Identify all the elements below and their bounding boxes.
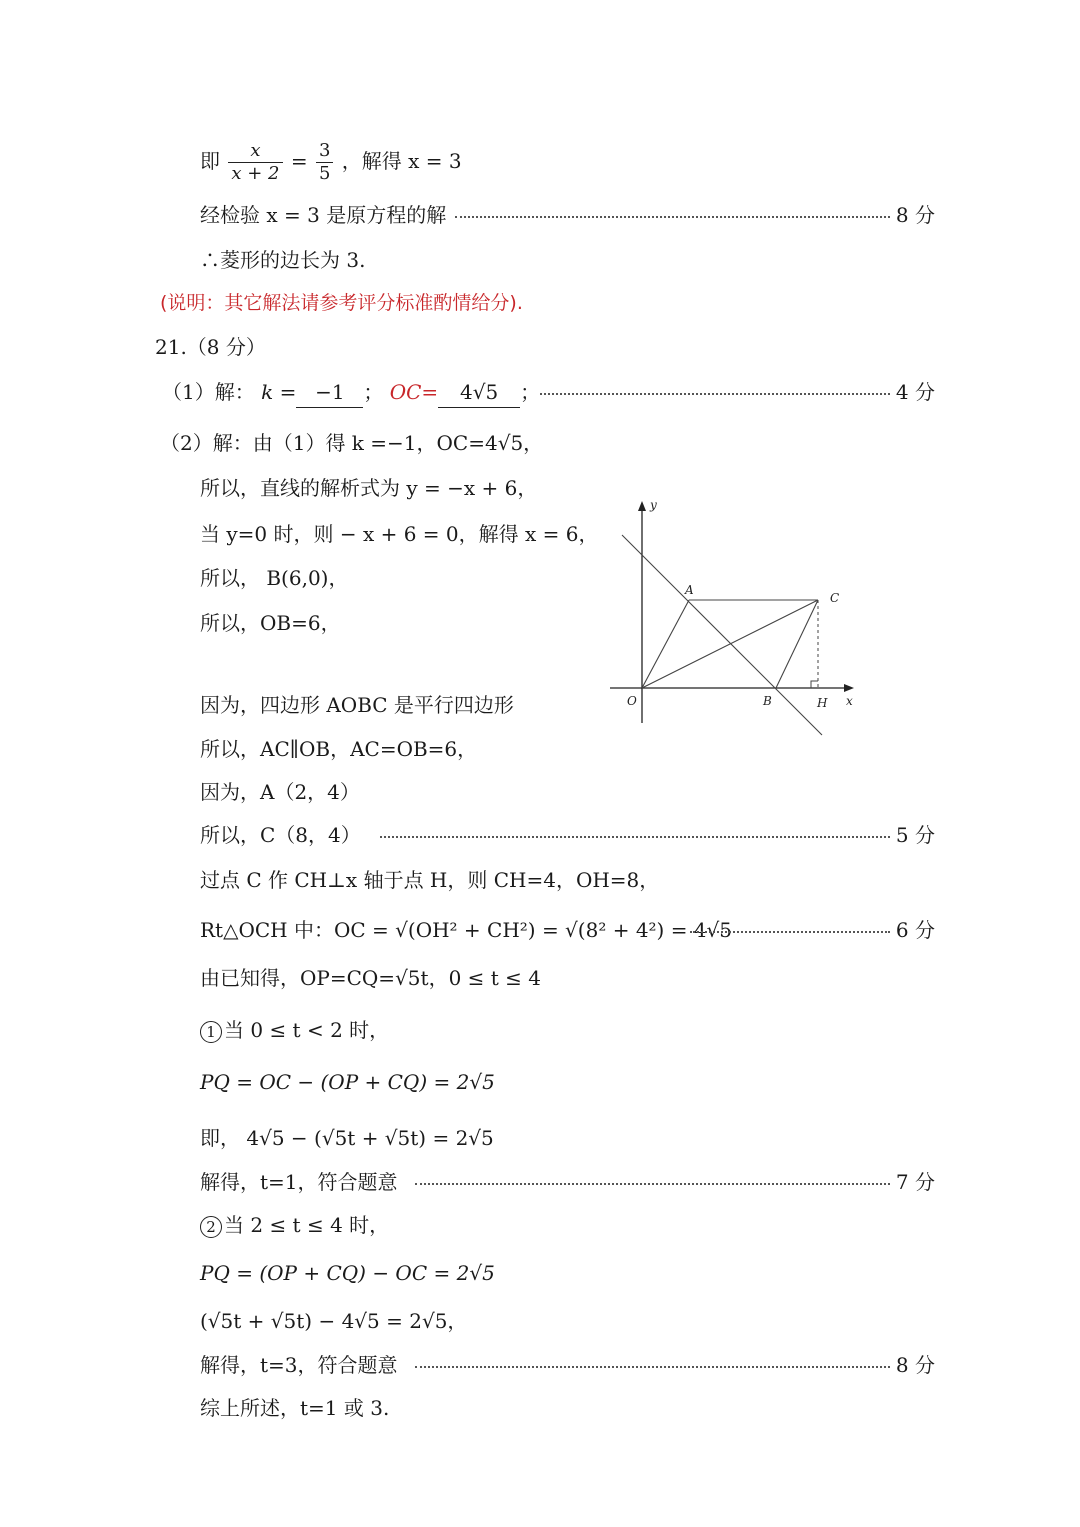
case1-result: 解得，t=1，符合题意 [200, 1170, 398, 1194]
equals-sign: = [290, 149, 308, 173]
dotted-leader [415, 1366, 890, 1368]
case2-text: 当 2 ≤ t ≤ 4 时， [224, 1213, 390, 1237]
fraction-denominator: x + 2 [231, 163, 280, 184]
pythagoras-text: Rt△OCH 中：OC = √(OH² + CH²) = √(8² + 4²) = 4√5 [200, 918, 733, 942]
question-21-heading: 21.（8 分） [155, 335, 266, 359]
right-angle-mark [811, 681, 818, 688]
case2-substitution: (√5t + √5t) − 4√5 = 2√5， [200, 1309, 468, 1333]
point-a-step: 因为，A（2，4） [200, 780, 360, 804]
parallelogram-step: 因为，四边形 AOBC 是平行四边形 [200, 693, 514, 717]
score-points: 5 分 [895, 823, 935, 847]
segment-oc [642, 600, 818, 688]
label-x: x [846, 694, 853, 708]
case1-text: 当 0 ≤ t < 2 时， [224, 1018, 390, 1042]
equation-solution: ，解得 x = 3 [341, 149, 462, 173]
label-a: A [685, 583, 694, 597]
dotted-leader [380, 836, 890, 838]
label-b: B [763, 694, 772, 708]
given-condition-step: 由已知得，OP=CQ=√5t，0 ≤ t ≤ 4 [200, 966, 542, 990]
score-points: 6 分 [895, 918, 935, 942]
coordinate-figure [600, 495, 870, 745]
y-axis-arrow [638, 501, 646, 511]
score-points: 8 分 [895, 203, 935, 227]
case1-equation: PQ = OC − (OP + CQ) = 2√5 [200, 1070, 495, 1094]
dotted-leader [455, 216, 890, 218]
case2-result-row [0, 1350, 1080, 1380]
perpendicular-step: 过点 C 作 CH⊥x 轴于点 H，则 CH=4，OH=8， [200, 868, 660, 892]
oc-answer: 4√5 [438, 377, 520, 408]
label-c: C [830, 591, 840, 605]
k-label: k = [261, 380, 297, 404]
score-points: 4 分 [895, 380, 935, 404]
equation-line [200, 140, 462, 185]
fraction-numerator: 3 [316, 140, 333, 163]
point-c-text: 所以，C（8，4） [200, 823, 361, 847]
dotted-leader [690, 931, 890, 933]
oc-label: OC= [389, 380, 439, 404]
separator: ； [363, 380, 384, 404]
case2-result: 解得，t=3，符合题意 [200, 1353, 398, 1377]
solve-x-step: 当 y=0 时，则 − x + 6 = 0，解得 x = 6， [200, 522, 599, 546]
pythagoras-row [0, 915, 1080, 945]
case2-equation: PQ = (OP + CQ) − OC = 2√5 [200, 1261, 495, 1285]
final-conclusion: 综上所述，t=1 或 3. [200, 1396, 390, 1420]
point-b-step: 所以， B(6,0)， [200, 566, 349, 590]
ac-parallel-step: 所以，AC∥OB，AC=OB=6， [200, 737, 478, 761]
separator: ； [520, 380, 541, 404]
rhombus-side-conclusion: ∴菱形的边长为 3. [200, 248, 366, 272]
line-equation-step: 所以，直线的解析式为 y = −x + 6， [200, 476, 538, 500]
label-h: H [817, 696, 828, 710]
part2-intro: （2）解：由（1）得 k =−1，OC=4√5， [160, 431, 544, 455]
x-axis-arrow [844, 684, 854, 692]
segment-cb [776, 600, 818, 688]
equation-prefix: 即 [200, 149, 220, 173]
line-y-neg-x-plus-6 [622, 535, 822, 735]
segment-oa [642, 600, 689, 688]
case1-result-row [0, 1167, 1080, 1197]
fraction-3-over-5 [316, 140, 333, 185]
k-answer: −1 [296, 377, 363, 408]
score-points: 7 分 [895, 1170, 935, 1194]
grading-note: (说明：其它解法请参考评分标准酌情给分). [160, 292, 523, 314]
part1-row [0, 377, 1080, 407]
point-c-row [0, 820, 1080, 850]
part1-label: （1）解： [162, 380, 255, 404]
circled-number-1: 1 [200, 1021, 222, 1043]
case2-heading [200, 1210, 389, 1240]
label-y: y [650, 498, 657, 512]
check-solution-row [0, 200, 1080, 230]
score-points: 8 分 [895, 1353, 935, 1377]
ob-length-step: 所以，OB=6， [200, 611, 341, 635]
label-o: O [627, 694, 637, 708]
part1-text [162, 377, 540, 408]
dotted-leader [540, 393, 890, 395]
circled-number-2: 2 [200, 1216, 222, 1238]
case1-substitution: 即， 4√5 − (√5t + √5t) = 2√5 [200, 1126, 494, 1150]
fraction-x-over-x-plus-2 [228, 140, 282, 185]
fraction-numerator: x [228, 140, 282, 163]
check-solution-text: 经检验 x = 3 是原方程的解 [200, 203, 447, 227]
dotted-leader [415, 1183, 890, 1185]
case1-heading [200, 1015, 389, 1045]
fraction-denominator: 5 [318, 163, 331, 184]
